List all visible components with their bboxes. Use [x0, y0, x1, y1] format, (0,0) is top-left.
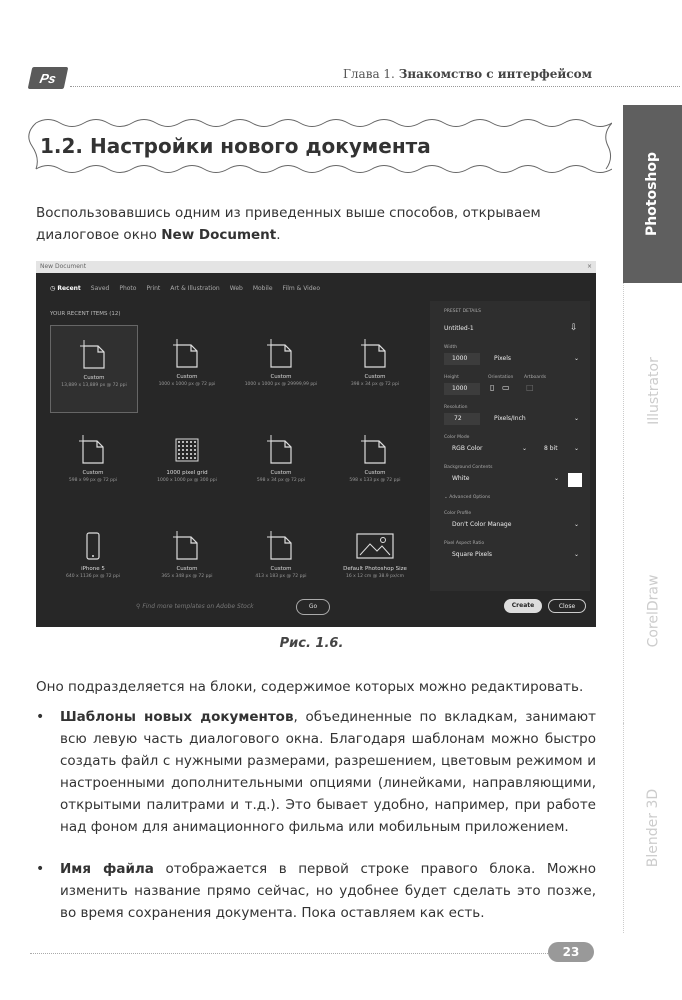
section-title: 1.2. Настройки нового документа — [40, 134, 431, 158]
recent-item-name: Custom — [176, 566, 198, 572]
side-tab-coreldraw — [623, 498, 682, 723]
recent-item[interactable] — [332, 517, 418, 603]
bullet-bold: Имя файла — [60, 861, 154, 877]
width-field[interactable]: 1000 — [452, 355, 468, 362]
recent-item-size: 13,889 x 13,889 px @ 72 ppi — [61, 383, 127, 388]
blocks-paragraph: Оно подразделяется на блоки, содержимое которых можно редактировать. — [36, 679, 584, 695]
tab-photo[interactable]: Photo — [119, 285, 137, 292]
bullet-filename — [36, 858, 596, 924]
intro-paragraph — [36, 202, 596, 246]
recent-item-size: 1000 x 1000 px @ 300 ppi — [157, 478, 217, 483]
recent-item-size: 365 x 348 px @ 72 ppi — [161, 574, 213, 579]
chevron-down-icon: ⌄ — [574, 551, 580, 558]
chevron-down-icon: ⌄ — [574, 355, 580, 362]
tab-print[interactable]: Print — [146, 285, 161, 292]
tab-web[interactable]: Web — [229, 285, 243, 292]
side-tab-label: CorelDraw — [645, 574, 662, 647]
recent-item-name: iPhone 5 — [81, 566, 105, 572]
tab-recent-label: Recent — [57, 285, 81, 292]
recent-item-name: Custom — [176, 374, 198, 380]
ps-logo: Ps — [28, 67, 69, 89]
chevron-down-icon: ⌄ — [574, 415, 580, 422]
create-button[interactable]: Create — [504, 599, 542, 613]
document-icon — [144, 339, 230, 369]
recent-item-name: Custom — [270, 374, 292, 380]
side-tab-label: Photoshop — [644, 151, 661, 237]
dialog-titlebar: New Document — [36, 261, 596, 273]
photo-icon — [332, 531, 418, 561]
orientation-label: Orientation — [488, 375, 514, 380]
width-label: Width — [444, 345, 458, 350]
document-icon — [238, 339, 324, 369]
recent-item-name: Default Photoshop Size — [343, 566, 407, 572]
chapter-prefix: Глава 1. — [342, 67, 395, 81]
recent-item-size: 1000 x 1000 px @ 29999,99 ppi — [244, 382, 318, 387]
color-profile-select[interactable]: Don't Color Manage — [452, 521, 512, 528]
chevron-down-icon: ⌄ — [574, 445, 580, 452]
chevron-down-icon: ⌄ — [554, 475, 560, 482]
recent-item[interactable] — [50, 517, 136, 603]
artboards-checkbox[interactable]: □ — [526, 383, 534, 392]
chevron-down-icon: ⌄ — [574, 521, 580, 528]
recent-item-size: 398 x 34 px @ 72 ppi — [350, 382, 400, 387]
resolution-unit-select[interactable]: Pixels/Inch — [494, 415, 526, 422]
background-label: Background Contents — [444, 465, 493, 470]
recent-item-size: 598 x 99 px @ 72 ppi — [68, 478, 118, 483]
recent-item[interactable] — [238, 517, 324, 603]
color-mode-label: Color Mode — [444, 435, 470, 440]
tab-mobile[interactable]: Mobile — [252, 285, 273, 292]
recent-item[interactable] — [144, 325, 230, 411]
color-profile-label: Color Profile — [444, 511, 472, 516]
bullet-dot: • — [36, 709, 45, 725]
document-icon — [238, 435, 324, 465]
document-name-field[interactable]: Untitled-1 — [444, 325, 474, 332]
recent-item-name: 1000 pixel grid — [166, 470, 208, 476]
document-icon — [50, 435, 136, 465]
advanced-options-label: Advanced Options — [449, 495, 491, 500]
bullet-dot: • — [36, 861, 45, 877]
preset-tabs — [50, 285, 320, 292]
recent-item-name: Custom — [270, 566, 292, 572]
side-tab-blender — [623, 723, 682, 933]
save-preset-icon[interactable]: ⇩ — [570, 323, 578, 333]
background-select[interactable]: White — [452, 475, 470, 482]
recent-item-name: Custom — [83, 375, 105, 381]
resolution-label: Resolution — [444, 405, 468, 410]
recent-item-size: 598 x 34 px @ 72 ppi — [256, 478, 306, 483]
recent-item[interactable] — [50, 421, 136, 507]
intro-end: . — [276, 227, 281, 243]
recent-item[interactable] — [332, 325, 418, 411]
bullet-text: , объединенные по вкладкам, занимают всю левую часть диалогового окна. Благодаря шаблонам можно быстро создать файл с нужными размерами, разрешением, цветовым режимом и настроенными дополнительными опциями (линейками, направляющими, открытыми палитрами и т.д.). Это бывает удобно, например, при работе над фоном для анимационного фильма или мобильным приложением. — [60, 709, 596, 835]
recent-item-size: 640 x 1136 px @ 72 ppi — [66, 574, 120, 579]
chevron-down-icon: ⌄ — [522, 445, 528, 452]
tab-film[interactable]: Film & Video — [282, 285, 321, 292]
new-document-screenshot — [36, 261, 596, 627]
height-field[interactable]: 1000 — [452, 385, 468, 392]
recent-items-label: YOUR RECENT ITEMS (12) — [50, 311, 121, 317]
color-mode-select[interactable]: RGB Color — [452, 445, 483, 452]
bit-depth-select[interactable]: 8 bit — [544, 445, 558, 452]
resolution-field[interactable]: 72 — [454, 415, 462, 422]
orientation-landscape-icon[interactable]: ▭ — [502, 383, 510, 392]
intro-text: Воспользовавшись одним из приведенных выше способов, открываем диалоговое окно — [36, 205, 541, 243]
figure-caption: Рис. 1.6. — [279, 636, 344, 651]
preset-details-panel — [430, 301, 590, 591]
document-icon — [144, 531, 230, 561]
recent-item-name: Custom — [270, 470, 292, 476]
side-tab-illustrator — [623, 283, 682, 498]
recent-item-name: Custom — [82, 470, 104, 476]
recent-item[interactable] — [238, 421, 324, 507]
recent-item[interactable] — [144, 421, 230, 507]
chapter-title: Знакомство с интерфейсом — [398, 67, 592, 81]
stock-search[interactable]: ⚲ Find more templates on Adobe Stock — [136, 603, 254, 610]
bullet-bold: Шаблоны новых документов — [60, 709, 294, 725]
document-icon — [238, 531, 324, 561]
document-icon — [332, 339, 418, 369]
recent-item-size: 413 x 183 px @ 72 ppi — [255, 574, 307, 579]
artboards-label: Artboards — [524, 375, 547, 380]
intro-bold: New Document — [161, 227, 277, 243]
recent-item-size: 1000 x 1000 px @ 72 ppi — [158, 382, 216, 387]
close-button[interactable]: Close — [548, 599, 586, 613]
tab-art[interactable]: Art & Illustration — [170, 285, 220, 292]
footer-divider — [30, 953, 550, 954]
recent-item[interactable] — [50, 325, 138, 413]
bullet-templates — [36, 706, 596, 838]
background-color-swatch[interactable] — [568, 473, 582, 487]
recent-item[interactable] — [144, 517, 230, 603]
header-divider — [70, 86, 680, 87]
orientation-portrait-icon[interactable]: ▯ — [490, 383, 495, 392]
tab-recent[interactable]: ◷ Recent — [50, 285, 81, 292]
go-button[interactable]: Go — [296, 599, 330, 615]
pixel-aspect-select[interactable]: Square Pixels — [452, 551, 493, 558]
side-tab-photoshop — [623, 105, 682, 283]
document-icon — [332, 435, 418, 465]
recent-item[interactable] — [332, 421, 418, 507]
bullet-text: отображается в первой строке правого блока. Можно изменить название прямо сейчас, но удобнее будет сделать это позже, во время сохранения документа. Пока оставляем как есть. — [60, 861, 596, 921]
side-tab-label: Illustrator — [645, 356, 662, 425]
width-unit-select[interactable]: Pixels — [494, 355, 512, 362]
advanced-options-toggle[interactable]: ⌄ Advanced Options — [444, 495, 491, 500]
chapter-label — [343, 67, 592, 81]
phone-icon — [50, 531, 136, 561]
recent-item-name: Custom — [364, 374, 386, 380]
recent-item-size: 16 x 12 cm @ 38.9 px/cm — [346, 574, 404, 579]
height-label: Height — [444, 375, 459, 380]
recent-item[interactable] — [238, 325, 324, 411]
pixel-aspect-label: Pixel Aspect Ratio — [444, 541, 485, 546]
document-icon — [51, 340, 137, 370]
recent-item-size: 598 x 133 px @ 72 ppi — [349, 478, 401, 483]
panel-header: PRESET DETAILS — [444, 309, 482, 314]
page-number: 23 — [548, 942, 594, 962]
tab-saved[interactable]: Saved — [90, 285, 110, 292]
search-placeholder: Find more templates on Adobe Stock — [142, 603, 254, 610]
grid-document-icon — [144, 435, 230, 465]
close-icon[interactable]: × — [586, 263, 592, 270]
side-tab-label: Blender 3D — [645, 788, 662, 868]
recent-item-name: Custom — [364, 470, 386, 476]
